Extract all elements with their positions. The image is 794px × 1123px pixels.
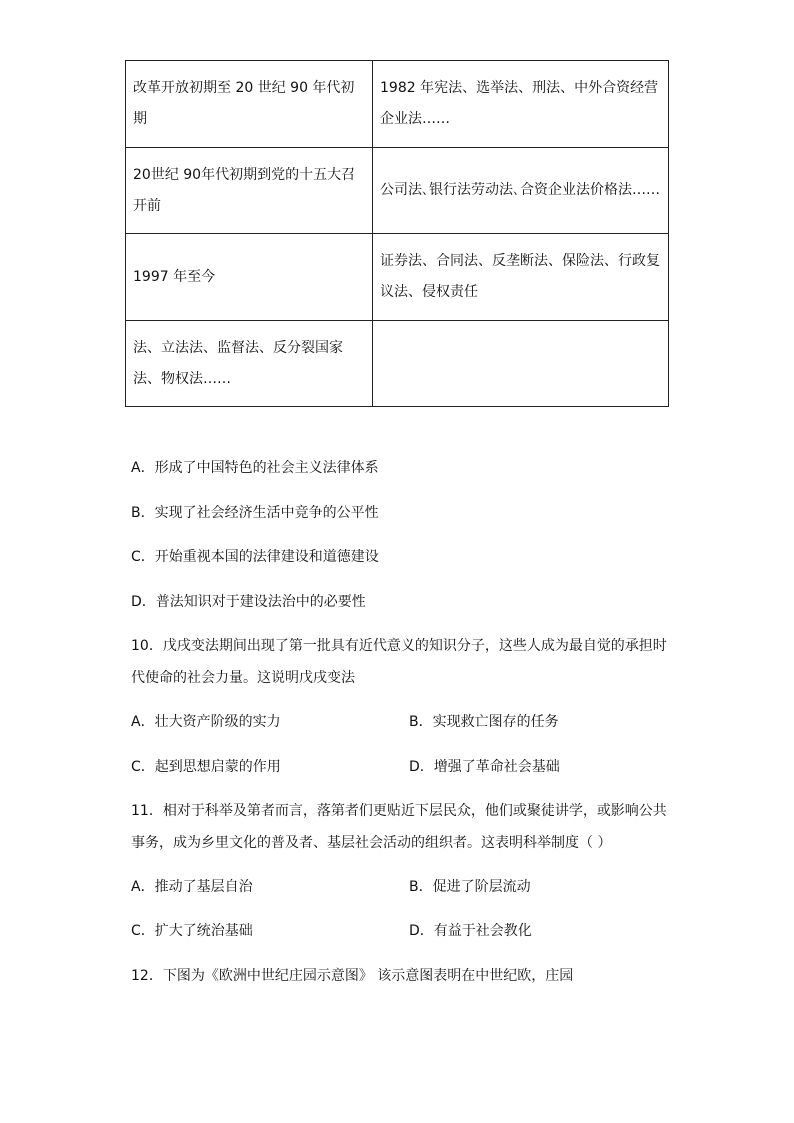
q11-option-d: D．有益于社会教化	[409, 923, 532, 939]
q10-stem-line-1: 10．戊戌变法期间出现了第一批具有近代意义的知识分子，这些人成为最自觉的承担时	[131, 638, 667, 654]
q10-stem-line-2: 代使命的社会力量。这说明戊戌变法	[131, 670, 355, 686]
q11-option-a: A．推动了基层自治	[131, 879, 253, 895]
q9-option-c: C．开始重视本国的法律建设和道德建设	[131, 549, 379, 565]
q11-option-c: C．扩大了统治基础	[131, 923, 253, 939]
q11-stem-line-2: 事务，成为乡里文化的普及者、基层社会活动的组织者。这表明科举制度（ ）	[131, 835, 612, 851]
q9-option-a: A．形成了中国特色的社会主义法律体系	[131, 460, 379, 476]
table-cell-period: 20世纪 90年代初期到党的十五大召开前	[126, 148, 373, 234]
q9-option-d: D．普法知识对于建设法治中的必要性	[131, 594, 366, 610]
q10-option-a: A．壮大资产阶级的实力	[131, 714, 281, 730]
table-row	[126, 61, 669, 148]
q11-option-b: B．促进了阶层流动	[409, 879, 531, 895]
table-row	[126, 234, 669, 321]
q11-stem-line-1: 11．相对于科举及第者而言，落第者们更贴近下层民众，他们或聚徒讲学，或影响公共	[131, 803, 667, 819]
q12-stem-line-1: 12．下图为《欧洲中世纪庄园示意图》 该示意图表明在中世纪欧，庄园	[131, 968, 574, 984]
q9-option-b: B．实现了社会经济生活中竞争的公平性	[131, 505, 379, 521]
table-cell-laws	[373, 321, 669, 407]
law-table	[125, 60, 669, 407]
table-cell-laws: 1982 年宪法、选举法、刑法、中外合资经营企业法……	[373, 61, 669, 148]
table-cell-period: 改革开放初期至 20 世纪 90 年代初期	[126, 61, 373, 148]
q10-option-c: C．起到思想启蒙的作用	[131, 759, 281, 775]
table-row	[126, 321, 669, 407]
q10-option-d: D．增强了革命社会基础	[409, 759, 560, 775]
q10-option-b: B．实现救亡图存的任务	[409, 714, 559, 730]
table-cell-period: 法、立法法、监督法、反分裂国家法、物权法……	[126, 321, 373, 407]
table-row	[126, 148, 669, 234]
table-cell-laws: 证券法、合同法、反垄断法、保险法、行政复议法、侵权责任	[373, 234, 669, 321]
table-cell-laws: 公司法､银行法劳动法､合资企业法价格法……	[373, 148, 669, 234]
table-cell-period: 1997 年至今	[126, 234, 373, 321]
